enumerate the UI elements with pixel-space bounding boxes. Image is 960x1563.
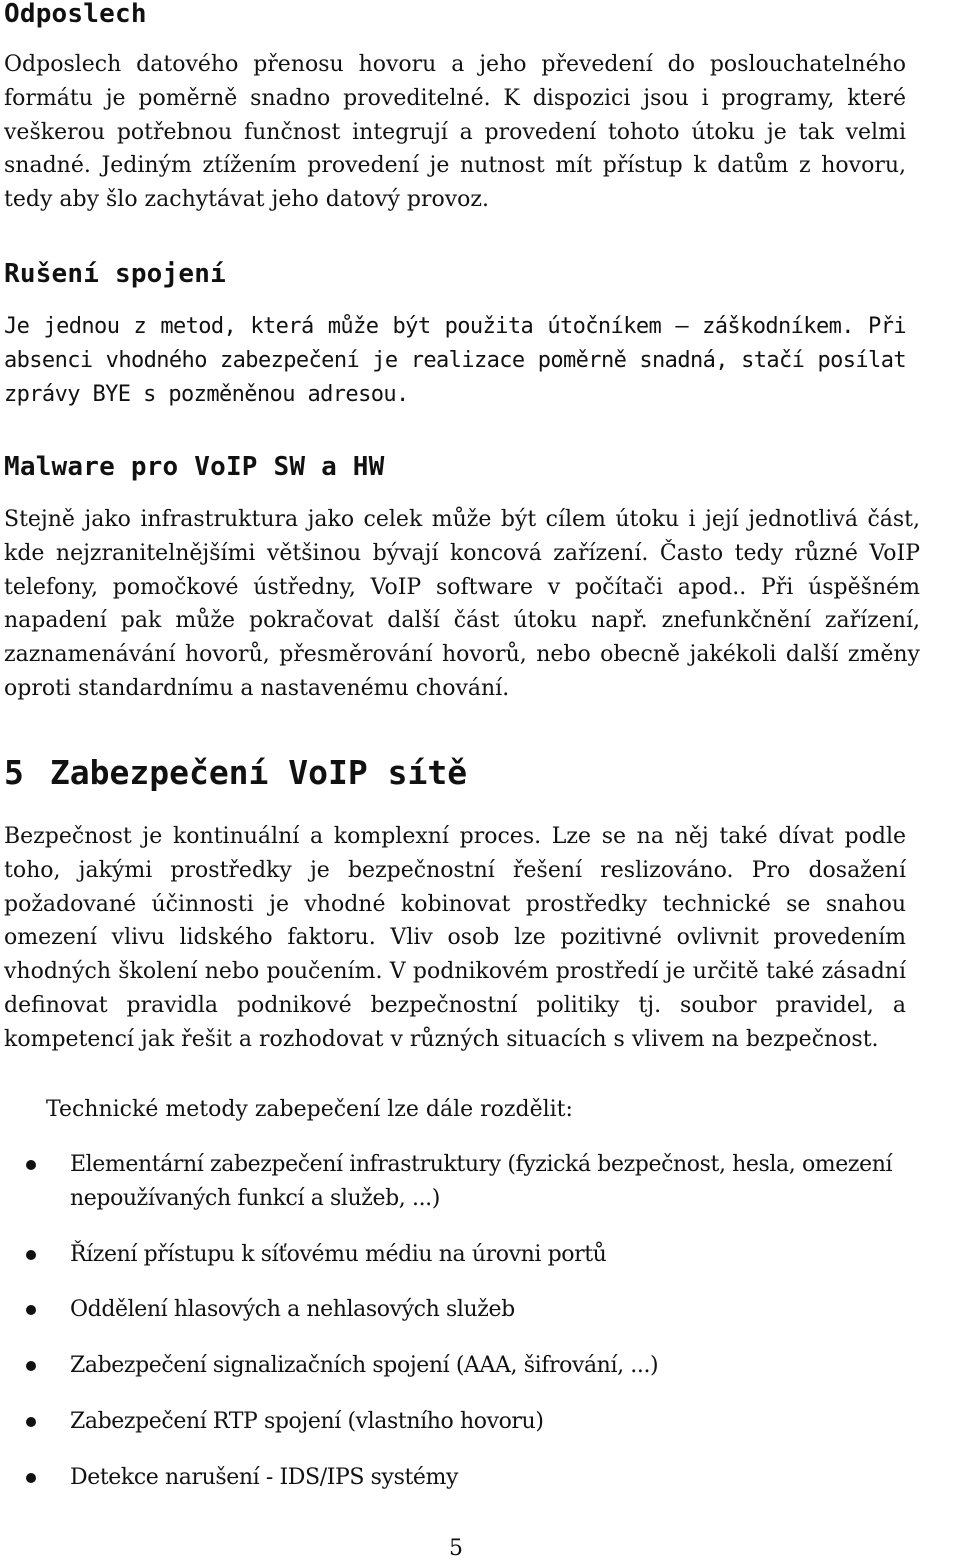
list-item-text: Elementární zabezpečení infrastruktury (fyzická bezpečnost, hesla, omezení nepoužívaných funkcí a služeb, ...) — [70, 1152, 893, 1211]
list-item-text: Detekce narušení - IDS/IPS systémy — [70, 1464, 459, 1490]
list-item — [4, 1238, 960, 1272]
subsection-heading-malware: Malware pro VoIP SW a HW — [4, 452, 385, 482]
bullet-icon — [26, 1250, 36, 1260]
list-item-text: Oddělení hlasových a nehlasových služeb — [70, 1297, 515, 1323]
list-item-text: Zabezpečení RTP spojení (vlastního hovoru) — [70, 1408, 544, 1434]
section-heading-zabezpeceni — [4, 754, 467, 792]
bullet-icon — [26, 1361, 36, 1371]
paragraph-zabezpeceni: Bezpečnost je kontinuální a komplexní proces. Lze se na něj také dívat podle toho, jakými prostředky je bezpečnostní řešení reslizováno. Pro dosažení požadované účinnosti je vhodné kobinovat prostředky technické se snahou omezení vlivu lidského faktoru. Vliv osob lze pozitivné ovlivnit provedením vhodných školení nebo poučením. V podnikovém prostředí je určitě také zásadní definovat pravidla podnikové bezpečnostní politiky tj. soubor pravidel, a kompetencí jak řešit a rozhodovat v různých situacích s vlivem na bezpečnost. — [4, 824, 906, 1052]
bullet-icon — [26, 1305, 36, 1315]
list-item — [4, 1405, 960, 1439]
list-item-text: Řízení přístupu k síťovému médiu na úrovni portů — [70, 1241, 607, 1267]
list-item — [4, 1293, 960, 1327]
bullet-icon — [26, 1473, 36, 1483]
list-item-text: Zabezpečení signalizačních spojení (AAA, šifrování, ...) — [70, 1353, 659, 1379]
bullet-list — [4, 1148, 960, 1495]
subsection-heading-ruseni-spojeni: Rušení spojení — [4, 259, 226, 289]
paragraph-odposlech: Odposlech datového přenosu hovoru a jeho převedení do poslouchatelného formátu je poměrně snadno proveditelné. K dispozici jsou i programy, které veškerou potřebnou funčnost integrují a provedení tohoto útoku je tak velmi snadné. Jediným ztížením provedení je nutnost mít přístup k datům z hovoru, tedy aby šlo zachytávat jeho datový provoz. — [4, 52, 906, 213]
bullet-icon — [26, 1160, 36, 1170]
bullet-icon — [26, 1417, 36, 1427]
list-intro: Technické metody zabepečení lze dále rozdělit: — [46, 1097, 573, 1122]
list-item — [4, 1349, 960, 1383]
section-title: Zabezpečení VoIP sítě — [49, 753, 468, 792]
list-item — [4, 1461, 960, 1495]
page-number: 5 — [449, 1536, 463, 1561]
paragraph-malware: Stejně jako infrastruktura jako celek může být cílem útoku i její jednotlivá část, kde nejzranitelnějšími většinou bývají koncová zařízení. Často tedy různé VoIP telefony, pomočkové ústředny, VoIP software v počítači apod.. Při úspěšném napadení pak může pokračovat další část útoku např. znefunkčnění zařízení, zaznamenávání hovorů, přesměrování hovorů, nebo obecně jakékoli další změny oproti standardnímu a nastavenému chování. — [4, 507, 920, 701]
paragraph-ruseni-spojeni: Je jednou z metod, která může být použita útočníkem – záškodníkem. Při absenci vhodného zabezpečení je realizace poměrně snadná, stačí posílat zprávy BYE s pozměněnou adresou. — [4, 314, 906, 407]
list-item — [4, 1148, 960, 1216]
section-number: 5 — [4, 753, 24, 792]
subsection-heading-odposlech: Odposlech — [4, 0, 147, 29]
